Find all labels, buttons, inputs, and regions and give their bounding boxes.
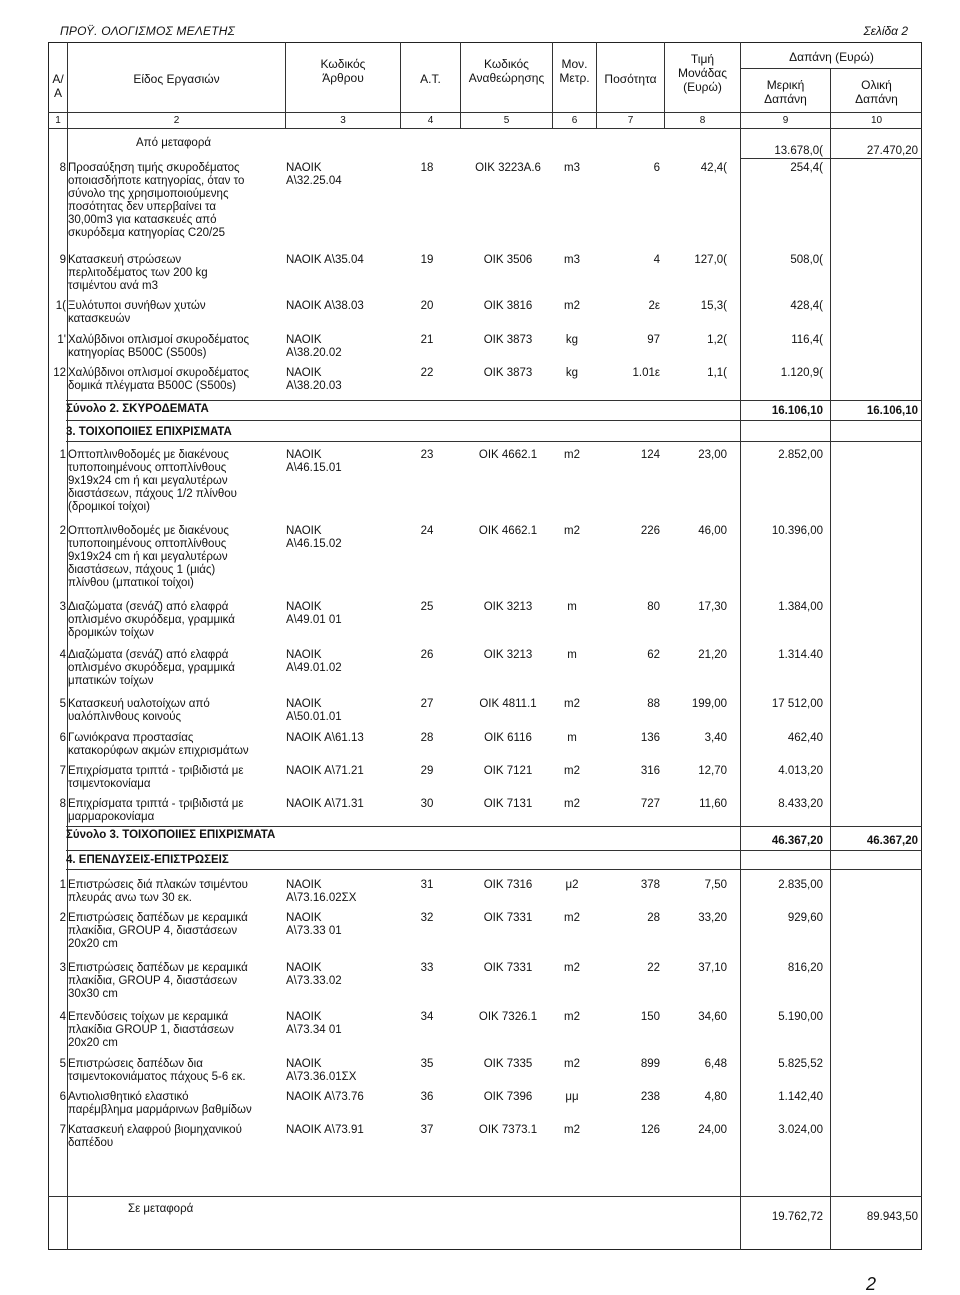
header-aa: Α/Α <box>52 72 64 100</box>
section-3-title: 3. ΤΟΙΧΟΠΟΙΙΕΣ ΕΠΙΧΡΙΣΜΑΤΑ <box>66 426 232 438</box>
row-description-line: 20x20 cm <box>68 938 118 950</box>
row-description-line: Διαζώματα (σενάζ) από ελαφρά <box>68 649 229 661</box>
subtotal-3-bottom <box>66 850 922 851</box>
row-number: 4 <box>59 1011 66 1023</box>
row-article-code: Α\46.15.02 <box>286 538 342 550</box>
row-unit-price: 17,30 <box>698 601 727 613</box>
row-description-line: 30x30 cm <box>68 988 118 1000</box>
header-cost: Δαπάνη (Ευρώ) <box>789 50 874 64</box>
colnum: 7 <box>627 115 634 126</box>
row-description-line: πλακίδια, GROUP 4, διαστάσεων <box>68 975 238 987</box>
row-unit: m2 <box>564 698 580 710</box>
row-unit-price: 23,00 <box>698 449 727 461</box>
row-partial-cost: 2.852,00 <box>778 449 823 461</box>
row-unit-price: 1,2( <box>707 334 727 346</box>
header-article-code-2: Άρθρου <box>322 71 364 85</box>
row-article-code: ΝΑΟΙΚ <box>286 1011 322 1023</box>
row-number: 7 <box>59 765 66 777</box>
row-description-line: 20x20 cm <box>68 1037 118 1049</box>
row-partial-cost: 116,4( <box>791 334 823 346</box>
row-revision-code: ΟΙΚ 3873 <box>483 367 533 379</box>
row-description-line: 9x19x24 cm ή και μεγαλυτέρων <box>68 475 228 487</box>
row-partial-cost: 508,0( <box>790 254 823 266</box>
row-at: 33 <box>420 962 434 974</box>
row-number: 8 <box>59 798 66 810</box>
row-at: 20 <box>420 300 434 312</box>
row-number: 1' <box>57 334 66 346</box>
row-description-line: Επιχρίσματα τριπτά - τριβιδιστά με <box>68 765 244 777</box>
row-description-line: Επιστρώσεις δαπέδων με κεραμικά <box>68 962 248 974</box>
row-quantity: 899 <box>640 1058 660 1070</box>
row-number: 4 <box>59 649 66 661</box>
row-revision-code: ΟΙΚ 6116 <box>484 732 532 744</box>
row-description-line: περλιτοδέματος των 200 kg <box>68 267 208 279</box>
row-unit-price: 12,70 <box>698 765 727 777</box>
row-description-line: (δρομικοί τοίχοι) <box>68 501 150 513</box>
row-description-line: Κατασκευή υαλοτοίχων από <box>68 698 210 710</box>
row-article-code: ΝΑΟΙΚ <box>286 962 322 974</box>
header-price-3: (Ευρώ) <box>683 80 722 94</box>
row-unit: m2 <box>564 912 580 924</box>
row-article-code: ΝΑΟΙΚ <box>286 879 322 891</box>
row-unit: m2 <box>564 962 580 974</box>
header-unit-1: Μον. <box>561 57 588 71</box>
row-article-code: Α\32.25.04 <box>286 175 342 187</box>
carried-out-label: Σε μεταφορά <box>128 1203 194 1215</box>
document-title: ΠΡΟΫ. ΟΛΟΓΙΣΜΟΣ ΜΕΛΕΤΗΣ <box>60 24 236 38</box>
row-description-line: διαστάσεων, πάχους 1 (μιάς) <box>68 564 216 576</box>
row-description-line: Επιχρίσματα τριπτά - τριβιδιστά με <box>68 798 244 810</box>
row-quantity: 150 <box>640 1011 660 1023</box>
row-article-code: Α\49.01 01 <box>286 614 342 626</box>
row-article-code: ΝΑΟΙΚ <box>286 162 322 174</box>
row-quantity: 80 <box>647 601 660 613</box>
row-number: 6 <box>59 1091 66 1103</box>
colnum: 1 <box>55 115 61 126</box>
row-description-line: μπατικών τοίχων <box>68 675 154 687</box>
row-number: 2 <box>59 912 66 924</box>
row-partial-cost: 2.835,00 <box>778 879 823 891</box>
row-article-code: Α\73.34 01 <box>286 1024 342 1036</box>
row-number: 3 <box>59 601 66 613</box>
page-number: 2 <box>866 1274 877 1294</box>
row-description-line: 9x19x24 cm ή και μεγαλυτέρων <box>68 551 228 563</box>
row-unit-price: 6,48 <box>704 1058 727 1070</box>
row-article-code: ΝΑΟΙΚ <box>286 1058 322 1070</box>
row-description-line: Επενδύσεις τοίχων με κεραμικά <box>68 1011 229 1023</box>
row-unit: m2 <box>564 1058 580 1070</box>
row-revision-code: ΟΙΚ 7121 <box>483 765 533 777</box>
row-unit: m2 <box>564 300 580 312</box>
row-description-line: διαστάσεων, πάχους 1/2 πλίνθου <box>68 488 237 500</box>
row-unit: m <box>567 649 577 661</box>
row-quantity: 28 <box>647 912 660 924</box>
row-revision-code: ΟΙΚ 3506 <box>483 254 533 266</box>
row-unit: m <box>567 601 577 613</box>
row-description-line: κατασκευών <box>68 313 131 325</box>
cost-header-divider <box>740 68 922 69</box>
section-4-title: 4. ΕΠΕΝΔΥΣΕΙΣ-ΕΠΙΣΤΡΩΣΕΙΣ <box>66 854 229 866</box>
row-unit: m2 <box>564 449 580 461</box>
row-at: 23 <box>420 449 434 461</box>
row-description-line: δομικά πλέγματα Β500C (S500s) <box>68 380 237 392</box>
row-article-code: ΝΑΟΙΚ Α\73.76 <box>286 1091 364 1103</box>
row-article-code: ΝΑΟΙΚ Α\38.03 <box>286 300 364 312</box>
row-partial-cost: 17 512,00 <box>771 698 823 710</box>
colnum: 5 <box>503 115 510 126</box>
row-description-line: σκυρόδεμα κατηγορίας C20/25 <box>68 227 225 239</box>
row-quantity: 97 <box>647 334 660 346</box>
row-revision-code: ΟΙΚ 7326.1 <box>478 1011 538 1023</box>
row-description-line: τσιμεντοκονίαμα <box>68 778 151 790</box>
row-unit-price: 42,4( <box>700 162 727 174</box>
row-partial-cost: 3.024,00 <box>778 1124 823 1136</box>
colnum-divider <box>48 128 922 129</box>
header-work-type: Είδος Εργασιών <box>133 72 220 86</box>
carried-in-partial: 13.678,0( <box>774 145 823 157</box>
row-number: 3 <box>59 962 66 974</box>
row-partial-cost: 8.433,20 <box>778 798 823 810</box>
row-description-line: σύνολο της χρησιμοποιούμενης <box>68 188 229 200</box>
row-description-line: Επιστρώσεις διά πλακών τσιμέντου <box>68 879 248 891</box>
row-description-line: τυποποιημένους οπτοπλίνθους <box>68 538 227 550</box>
row-description-line: υαλόπλινθους κοινούς <box>68 711 182 723</box>
row-at: 36 <box>420 1091 434 1103</box>
row-description-line: τσιμεντοκονιάματος πάχους 5-6 εκ. <box>68 1071 246 1083</box>
row-unit-price: 33,20 <box>698 912 727 924</box>
row-article-code: ΝΑΟΙΚ <box>286 601 322 613</box>
row-description-line: Κατασκευή ελαφρού βιομηχανικού <box>68 1124 242 1136</box>
row-unit: m2 <box>564 1124 580 1136</box>
row-article-code: ΝΑΟΙΚ <box>286 912 322 924</box>
row-revision-code: ΟΙΚ 7335 <box>483 1058 533 1070</box>
row-partial-cost: 428,4( <box>790 300 823 312</box>
header-partial-2: Δαπάνη <box>764 92 807 106</box>
subtotal-3-total: 46.367,20 <box>866 835 918 847</box>
row-quantity: 316 <box>640 765 660 777</box>
row-number: 6 <box>59 732 66 744</box>
row-article-code: Α\73.36.01ΣΧ <box>286 1071 357 1083</box>
row-quantity: 2ε <box>648 300 660 312</box>
row-unit: kg <box>565 367 579 379</box>
row-description-line: Επιστρώσεις δαπέδων δια <box>68 1058 203 1070</box>
carried-in-label: Από μεταφορά <box>136 137 212 149</box>
colnum: 9 <box>782 115 789 126</box>
page-label: Σελίδα 2 <box>863 24 908 38</box>
row-revision-code: ΟΙΚ 4662.1 <box>478 449 538 461</box>
subtotal-2-bottom <box>66 420 922 421</box>
subtotal-2-total: 16.106,10 <box>866 405 918 417</box>
header-rev-code-2: Αναθεώρησης <box>468 71 545 85</box>
row-unit-price: 3,40 <box>704 732 727 744</box>
row-article-code: Α\38.20.03 <box>286 380 342 392</box>
row-article-code: Α\73.16.02ΣΧ <box>286 892 357 904</box>
row-revision-code: ΟΙΚ 3873 <box>483 334 533 346</box>
colnum: 6 <box>571 115 578 126</box>
row-description-line: Γωνιόκρανα προστασίας <box>68 732 194 744</box>
row-number: 2 <box>59 525 66 537</box>
row-article-code: ΝΑΟΙΚ Α\35.04 <box>286 254 364 266</box>
section-3-rule <box>66 441 922 442</box>
row-description-line: πλίνθου (μπατικοί τοίχοι) <box>68 577 194 589</box>
row-quantity: 136 <box>640 732 660 744</box>
row-description-line: μαρμαροκονίαμα <box>68 811 155 823</box>
header-at: Α.Τ. <box>420 72 441 86</box>
row-unit: kg <box>565 334 579 346</box>
row-number: 7 <box>59 1124 66 1136</box>
row-description-line: οπλισμένο σκυρόδεμα, γραμμικά <box>68 614 235 626</box>
row-quantity: 378 <box>640 879 660 891</box>
row-article-code: ΝΑΟΙΚ <box>286 367 322 379</box>
row-article-code: Α\38.20.02 <box>286 347 342 359</box>
row-description-line: δρομικών τοίχων <box>68 627 154 639</box>
header-total-2: Δαπάνη <box>855 92 898 106</box>
header-qty: Ποσότητα <box>604 72 657 86</box>
row-revision-code: ΟΙΚ 4811.1 <box>479 698 537 710</box>
row-description-line: παρέμβλημα μαρμάρινων βαθμίδων <box>68 1104 252 1116</box>
row-unit: m2 <box>564 525 580 537</box>
row-description-line: πλευράς ανω των 30 εκ. <box>68 892 192 904</box>
row-at: 29 <box>420 765 434 777</box>
carried-out-total: 89.943,50 <box>866 1211 918 1223</box>
row-unit: μ2 <box>565 879 579 891</box>
row-partial-cost: 1.384,00 <box>778 601 823 613</box>
row-description-line: Χαλύβδινοι οπλισμοί σκυροδέματος <box>68 367 250 379</box>
row-article-code: ΝΑΟΙΚ <box>286 525 322 537</box>
row-unit-price: 199,00 <box>691 698 727 710</box>
row-partial-cost: 1.120,9( <box>780 367 823 379</box>
row-at: 34 <box>420 1011 434 1023</box>
carried-in-rule <box>740 158 922 159</box>
row-revision-code: ΟΙΚ 3213 <box>483 649 533 661</box>
row-number: 1( <box>55 300 66 312</box>
row-unit-price: 4,80 <box>704 1091 727 1103</box>
row-description-line: Οπτοπλινθοδομές με διακένους <box>68 449 229 461</box>
row-unit: m2 <box>564 1011 580 1023</box>
row-at: 18 <box>420 162 434 174</box>
row-quantity: 1.01ε <box>632 367 660 379</box>
carried-out-partial: 19.762,72 <box>771 1211 823 1223</box>
row-description-line: κατακορύφων ακμών επιχρισμάτων <box>68 745 249 757</box>
row-partial-cost: 254,4( <box>790 162 823 174</box>
row-quantity: 22 <box>647 962 660 974</box>
row-unit-price: 127,0( <box>694 254 727 266</box>
row-description-line: Αντιολισθητικό ελαστικό <box>68 1091 189 1103</box>
carried-out-rule <box>48 1196 922 1197</box>
row-unit-price: 37,10 <box>698 962 727 974</box>
row-at: 25 <box>420 601 434 613</box>
row-partial-cost: 816,20 <box>787 962 823 974</box>
row-partial-cost: 1.142,40 <box>778 1091 823 1103</box>
row-partial-cost: 5.190,00 <box>778 1011 823 1023</box>
row-revision-code: ΟΙΚ 7331 <box>483 962 533 974</box>
row-partial-cost: 10.396,00 <box>771 525 823 537</box>
row-revision-code: ΟΙΚ 3816 <box>483 300 533 312</box>
row-description-line: ποσότητας δεν υπερβαίνει τα <box>68 201 217 213</box>
row-revision-code: ΟΙΚ 3223Α.6 <box>475 162 541 174</box>
row-at: 37 <box>420 1124 434 1136</box>
header-total-1: Ολική <box>861 78 892 92</box>
header-divider <box>48 112 922 113</box>
header-unit-2: Μετρ. <box>559 71 590 85</box>
row-description-line: πλακίδια, GROUP 4, διαστάσεων <box>68 925 238 937</box>
row-description-line: τσιμέντου ανά m3 <box>68 280 159 292</box>
row-description-line: Οπτοπλινθοδομές με διακένους <box>68 525 229 537</box>
row-description-line: 30,00m3 για κατασκευές από <box>68 214 217 226</box>
row-revision-code: ΟΙΚ 7373.1 <box>478 1124 538 1136</box>
row-unit-price: 34,60 <box>698 1011 727 1023</box>
row-partial-cost: 5.825,52 <box>778 1058 823 1070</box>
colnum: 4 <box>427 115 434 126</box>
row-partial-cost: 1.314.40 <box>778 649 823 661</box>
row-article-code: ΝΑΟΙΚ <box>286 334 322 346</box>
row-article-code: ΝΑΟΙΚ Α\71.21 <box>286 765 364 777</box>
row-at: 32 <box>420 912 434 924</box>
header-rev-code-1: Κωδικός <box>484 57 529 71</box>
row-article-code: Α\50.01.01 <box>286 711 342 723</box>
row-at: 30 <box>420 798 434 810</box>
row-unit: m <box>567 732 577 744</box>
row-unit: m2 <box>564 765 580 777</box>
row-quantity: 4 <box>653 254 660 266</box>
row-description-line: πλακίδια GROUP 1, διαστάσεων <box>68 1024 234 1036</box>
row-description-line: Κατασκευή στρώσεων <box>68 254 182 266</box>
row-partial-cost: 4.013,20 <box>778 765 823 777</box>
row-number: 8 <box>59 162 66 174</box>
header-price-1: Τιμή <box>690 52 715 66</box>
row-number: 1 <box>59 449 66 461</box>
row-quantity: 6 <box>653 162 660 174</box>
row-article-code: ΝΑΟΙΚ Α\73.91 <box>286 1124 364 1136</box>
row-description-line: Προσαύξηση τιμής σκυροδέματος <box>68 162 240 174</box>
subtotal-3-partial: 46.367,20 <box>771 835 823 847</box>
row-description-line: οπλισμένο σκυρόδεμα, γραμμικά <box>68 662 235 674</box>
row-article-code: ΝΑΟΙΚ <box>286 698 322 710</box>
row-article-code: ΝΑΟΙΚ Α\61.13 <box>286 732 364 744</box>
row-quantity: 238 <box>640 1091 660 1103</box>
body-col-line <box>830 128 831 1250</box>
row-quantity: 727 <box>640 798 660 810</box>
row-quantity: 126 <box>640 1124 660 1136</box>
colnum: 8 <box>699 115 706 126</box>
row-at: 19 <box>420 254 434 266</box>
row-unit-price: 21,20 <box>698 649 727 661</box>
row-partial-cost: 929,60 <box>787 912 823 924</box>
row-unit-price: 24,00 <box>698 1124 727 1136</box>
row-description-line: τυποποιημένους οπτοπλίνθους <box>68 462 227 474</box>
row-description-line: Χαλύβδινοι οπλισμοί σκυροδέματος <box>68 334 250 346</box>
row-revision-code: ΟΙΚ 7396 <box>483 1091 533 1103</box>
subtotal-2-partial: 16.106,10 <box>771 405 823 417</box>
row-at: 26 <box>420 649 434 661</box>
row-revision-code: ΟΙΚ 7331 <box>483 912 533 924</box>
row-description-line: κατηγορίας Β500C (S500s) <box>68 347 207 359</box>
subtotal-3-label: Σύνολο 3. ΤΟΙΧΟΠΟΙΙΕΣ ΕΠΙΧΡΙΣΜΑΤΑ <box>66 829 276 841</box>
header-article-code-1: Κωδικός <box>320 57 366 71</box>
row-at: 24 <box>420 525 434 537</box>
row-number: 9 <box>59 254 66 266</box>
row-partial-cost: 462,40 <box>787 732 823 744</box>
colnum: 3 <box>340 115 346 126</box>
row-article-code: Α\46.15.01 <box>286 462 342 474</box>
header-price-2: Μονάδας <box>677 66 727 80</box>
row-unit-price: 15,3( <box>700 300 727 312</box>
row-quantity: 226 <box>640 525 660 537</box>
row-at: 22 <box>420 367 434 379</box>
row-number: 1 <box>59 879 66 891</box>
row-unit-price: 11,60 <box>699 798 727 810</box>
row-at: 21 <box>420 334 434 346</box>
colnum: 10 <box>870 115 883 126</box>
row-unit-price: 1,1( <box>707 367 727 379</box>
row-revision-code: ΟΙΚ 3213 <box>483 601 533 613</box>
row-revision-code: ΟΙΚ 7316 <box>483 879 533 891</box>
row-quantity: 124 <box>640 449 660 461</box>
row-quantity: 88 <box>647 698 660 710</box>
row-number: 12 <box>53 367 66 379</box>
row-description-line: Ξυλότυποι συνήθων χυτών <box>68 300 206 312</box>
row-unit: m2 <box>564 798 580 810</box>
subtotal-2-label: Σύνολο 2. ΣΚΥΡΟΔΕΜΑΤΑ <box>66 403 209 415</box>
row-revision-code: ΟΙΚ 4662.1 <box>478 525 538 537</box>
row-description-line: Επιστρώσεις δαπέδων με κεραμικά <box>68 912 248 924</box>
row-at: 27 <box>420 698 434 710</box>
row-article-code: Α\73.33 01 <box>286 925 342 937</box>
carried-in-total: 27.470,20 <box>866 145 918 157</box>
row-description-line: δαπέδου <box>68 1137 114 1149</box>
row-revision-code: ΟΙΚ 7131 <box>483 798 533 810</box>
row-quantity: 62 <box>647 649 660 661</box>
row-unit: μμ <box>565 1091 579 1103</box>
row-at: 31 <box>420 879 434 891</box>
subtotal-3-rule <box>66 826 922 827</box>
row-description-line: οποιασδήποτε κατηγορίας, όταν το <box>68 175 245 187</box>
body-col-line <box>740 128 741 1250</box>
row-unit: m3 <box>564 162 580 174</box>
header-partial-1: Μερική <box>766 78 805 92</box>
row-description-line: Διαζώματα (σενάζ) από ελαφρά <box>68 601 229 613</box>
row-number: 5 <box>59 1058 66 1070</box>
row-unit: m3 <box>564 254 580 266</box>
row-unit-price: 46,00 <box>698 525 727 537</box>
colnum: 2 <box>173 115 180 126</box>
row-at: 35 <box>420 1058 434 1070</box>
row-at: 28 <box>420 732 434 744</box>
row-article-code: Α\49.01.02 <box>286 662 342 674</box>
row-unit-price: 7,50 <box>704 879 727 891</box>
section-4-rule <box>66 869 922 870</box>
subtotal-2-rule <box>66 400 922 401</box>
row-article-code: ΝΑΟΙΚ Α\71.31 <box>286 798 364 810</box>
row-article-code: ΝΑΟΙΚ <box>286 449 322 461</box>
row-article-code: Α\73.33.02 <box>286 975 342 987</box>
row-number: 5 <box>59 698 66 710</box>
row-article-code: ΝΑΟΙΚ <box>286 649 322 661</box>
